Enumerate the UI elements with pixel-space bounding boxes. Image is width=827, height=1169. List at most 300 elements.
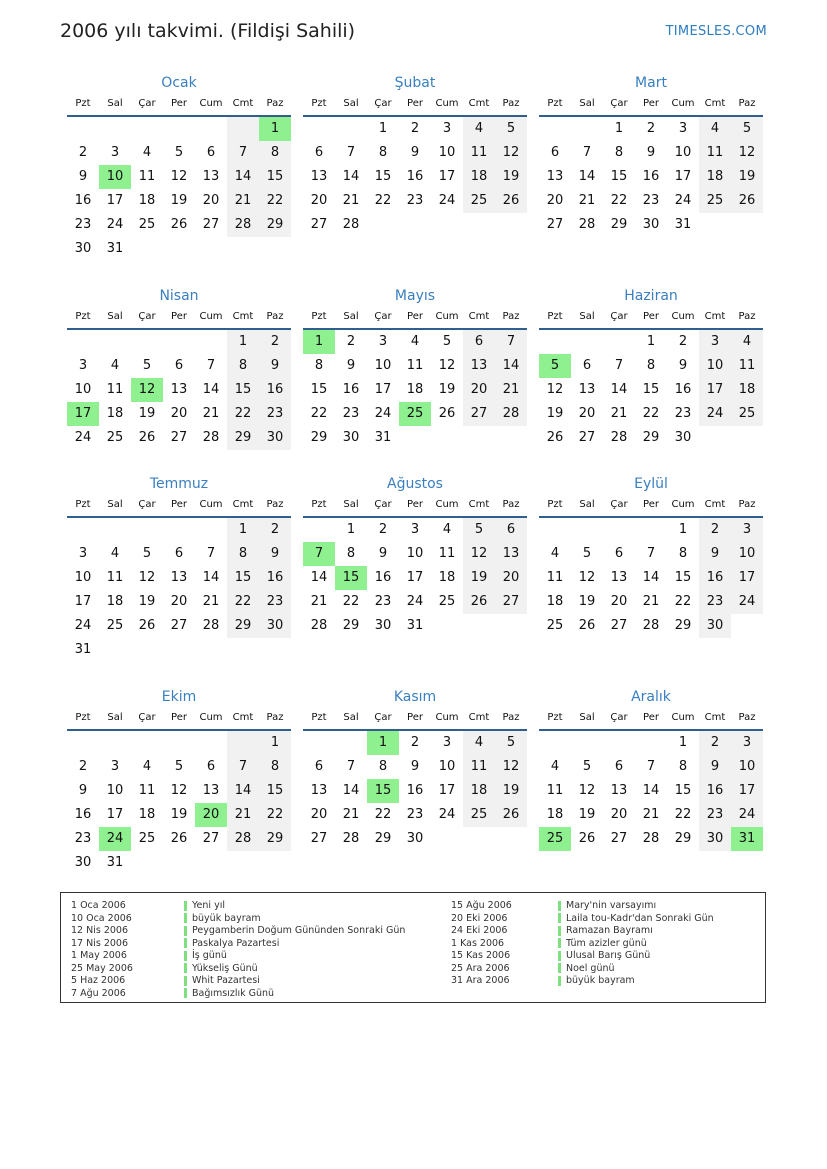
day-cell[interactable]: 22 [374, 193, 392, 208]
day-cell[interactable]: 24 [674, 193, 692, 208]
day-cell[interactable]: 20 [610, 807, 628, 822]
day-cell[interactable]: 4 [731, 330, 763, 354]
day-cell[interactable]: 25 [138, 831, 156, 846]
day-cell[interactable]: 27 [495, 590, 527, 614]
day-cell[interactable]: 24 [106, 217, 124, 232]
day-cell[interactable]: 2 [259, 518, 291, 542]
day-cell[interactable]: 12 [731, 141, 763, 165]
day-cell[interactable]: 23 [74, 831, 92, 846]
day-cell[interactable]: 18 [138, 807, 156, 822]
day-cell[interactable]: 5 [142, 358, 152, 373]
day-cell[interactable]: 20 [310, 193, 328, 208]
day-cell[interactable]: 19 [170, 807, 188, 822]
day-cell[interactable]: 15 [259, 165, 291, 189]
day-cell[interactable]: 19 [578, 807, 596, 822]
day-cell[interactable]: 8 [614, 145, 624, 160]
day-cell[interactable]: 13 [463, 354, 495, 378]
day-cell[interactable]: 9 [378, 546, 388, 561]
day-cell[interactable]: 20 [578, 406, 596, 421]
day-cell[interactable]: 10 [99, 165, 131, 189]
day-cell[interactable]: 4 [699, 117, 731, 141]
day-cell[interactable]: 30 [374, 618, 392, 633]
day-cell[interactable]: 22 [642, 406, 660, 421]
day-cell[interactable]: 7 [346, 759, 356, 774]
day-cell[interactable]: 26 [495, 803, 527, 827]
day-cell[interactable]: 18 [138, 193, 156, 208]
day-cell[interactable]: 31 [106, 855, 124, 870]
day-cell[interactable]: 2 [346, 334, 356, 349]
day-cell[interactable]: 1 [646, 334, 656, 349]
day-cell[interactable]: 22 [227, 590, 259, 614]
day-cell[interactable]: 23 [674, 406, 692, 421]
day-cell[interactable]: 20 [310, 807, 328, 822]
day-cell[interactable]: 10 [699, 354, 731, 378]
day-cell[interactable]: 17 [67, 402, 99, 426]
day-cell[interactable]: 7 [227, 755, 259, 779]
day-cell[interactable]: 26 [170, 831, 188, 846]
day-cell[interactable]: 3 [442, 735, 452, 750]
day-cell[interactable]: 6 [314, 145, 324, 160]
day-cell[interactable]: 20 [202, 193, 220, 208]
day-cell[interactable]: 10 [74, 570, 92, 585]
day-cell[interactable]: 28 [310, 618, 328, 633]
day-cell[interactable]: 22 [342, 594, 360, 609]
day-cell[interactable]: 27 [310, 217, 328, 232]
day-cell[interactable]: 4 [550, 546, 560, 561]
day-cell[interactable]: 13 [546, 169, 564, 184]
day-cell[interactable]: 4 [142, 759, 152, 774]
day-cell[interactable]: 15 [310, 382, 328, 397]
day-cell[interactable]: 7 [495, 330, 527, 354]
day-cell[interactable]: 3 [731, 518, 763, 542]
day-cell[interactable]: 21 [202, 594, 220, 609]
day-cell[interactable]: 5 [495, 731, 527, 755]
day-cell[interactable]: 27 [170, 618, 188, 633]
day-cell[interactable]: 18 [106, 594, 124, 609]
day-cell[interactable]: 25 [138, 217, 156, 232]
day-cell[interactable]: 31 [74, 642, 92, 657]
day-cell[interactable]: 28 [342, 217, 360, 232]
day-cell[interactable]: 31 [731, 827, 763, 851]
day-cell[interactable]: 13 [610, 570, 628, 585]
day-cell[interactable]: 20 [546, 193, 564, 208]
day-cell[interactable]: 15 [227, 566, 259, 590]
day-cell[interactable]: 10 [438, 145, 456, 160]
day-cell[interactable]: 29 [674, 618, 692, 633]
day-cell[interactable]: 23 [406, 807, 424, 822]
day-cell[interactable]: 22 [374, 807, 392, 822]
day-cell[interactable]: 21 [578, 193, 596, 208]
day-cell[interactable]: 1 [346, 522, 356, 537]
day-cell[interactable]: 25 [438, 594, 456, 609]
day-cell[interactable]: 17 [674, 169, 692, 184]
day-cell[interactable]: 12 [546, 382, 564, 397]
day-cell[interactable]: 14 [202, 570, 220, 585]
day-cell[interactable]: 6 [463, 330, 495, 354]
day-cell[interactable]: 20 [170, 594, 188, 609]
day-cell[interactable]: 5 [174, 759, 184, 774]
day-cell[interactable]: 4 [463, 117, 495, 141]
day-cell[interactable]: 10 [731, 755, 763, 779]
day-cell[interactable]: 23 [374, 594, 392, 609]
day-cell[interactable]: 25 [699, 189, 731, 213]
day-cell[interactable]: 22 [227, 402, 259, 426]
day-cell[interactable]: 19 [438, 382, 456, 397]
day-cell[interactable]: 24 [406, 594, 424, 609]
day-cell[interactable]: 17 [438, 169, 456, 184]
day-cell[interactable]: 25 [546, 618, 564, 633]
day-cell[interactable]: 8 [314, 358, 324, 373]
day-cell[interactable]: 16 [74, 807, 92, 822]
day-cell[interactable]: 7 [206, 358, 216, 373]
day-cell[interactable]: 27 [202, 831, 220, 846]
day-cell[interactable]: 12 [495, 755, 527, 779]
day-cell[interactable]: 7 [646, 759, 656, 774]
day-cell[interactable]: 14 [310, 570, 328, 585]
day-cell[interactable]: 24 [731, 590, 763, 614]
day-cell[interactable]: 23 [259, 402, 291, 426]
day-cell[interactable]: 23 [699, 590, 731, 614]
day-cell[interactable]: 25 [539, 827, 571, 851]
day-cell[interactable]: 1 [678, 522, 688, 537]
day-cell[interactable]: 28 [227, 827, 259, 851]
day-cell[interactable]: 16 [699, 566, 731, 590]
day-cell[interactable]: 12 [438, 358, 456, 373]
day-cell[interactable]: 29 [342, 618, 360, 633]
day-cell[interactable]: 16 [259, 566, 291, 590]
day-cell[interactable]: 9 [646, 145, 656, 160]
day-cell[interactable]: 31 [674, 217, 692, 232]
day-cell[interactable]: 9 [78, 783, 88, 798]
day-cell[interactable]: 11 [106, 570, 124, 585]
day-cell[interactable]: 7 [227, 141, 259, 165]
day-cell[interactable]: 26 [495, 189, 527, 213]
day-cell[interactable]: 18 [406, 382, 424, 397]
day-cell[interactable]: 23 [699, 803, 731, 827]
day-cell[interactable]: 10 [438, 759, 456, 774]
day-cell[interactable]: 16 [699, 779, 731, 803]
day-cell[interactable]: 27 [463, 402, 495, 426]
day-cell[interactable]: 10 [731, 542, 763, 566]
day-cell[interactable]: 4 [110, 546, 120, 561]
day-cell[interactable]: 24 [74, 618, 92, 633]
day-cell[interactable]: 3 [378, 334, 388, 349]
day-cell[interactable]: 18 [731, 378, 763, 402]
day-cell[interactable]: 4 [463, 731, 495, 755]
day-cell[interactable]: 8 [259, 141, 291, 165]
day-cell[interactable]: 26 [731, 189, 763, 213]
day-cell[interactable]: 25 [106, 430, 124, 445]
day-cell[interactable]: 8 [259, 755, 291, 779]
day-cell[interactable]: 9 [678, 358, 688, 373]
day-cell[interactable]: 6 [206, 759, 216, 774]
day-cell[interactable]: 14 [642, 570, 660, 585]
day-cell[interactable]: 20 [610, 594, 628, 609]
day-cell[interactable]: 17 [74, 594, 92, 609]
day-cell[interactable]: 15 [335, 566, 367, 590]
day-cell[interactable]: 5 [442, 334, 452, 349]
day-cell[interactable]: 28 [202, 430, 220, 445]
day-cell[interactable]: 5 [495, 117, 527, 141]
day-cell[interactable]: 17 [731, 779, 763, 803]
day-cell[interactable]: 18 [438, 570, 456, 585]
day-cell[interactable]: 24 [374, 406, 392, 421]
day-cell[interactable]: 21 [227, 803, 259, 827]
day-cell[interactable]: 2 [646, 121, 656, 136]
day-cell[interactable]: 26 [546, 430, 564, 445]
day-cell[interactable]: 11 [438, 546, 456, 561]
day-cell[interactable]: 26 [438, 406, 456, 421]
day-cell[interactable]: 18 [546, 807, 564, 822]
day-cell[interactable]: 17 [106, 807, 124, 822]
day-cell[interactable]: 19 [731, 165, 763, 189]
day-cell[interactable]: 13 [610, 783, 628, 798]
day-cell[interactable]: 30 [406, 831, 424, 846]
day-cell[interactable]: 2 [699, 518, 731, 542]
day-cell[interactable]: 16 [406, 783, 424, 798]
day-cell[interactable]: 22 [610, 193, 628, 208]
day-cell[interactable]: 2 [378, 522, 388, 537]
day-cell[interactable]: 8 [646, 358, 656, 373]
day-cell[interactable]: 28 [202, 618, 220, 633]
day-cell[interactable]: 22 [674, 807, 692, 822]
day-cell[interactable]: 30 [74, 855, 92, 870]
day-cell[interactable]: 21 [310, 594, 328, 609]
day-cell[interactable]: 29 [642, 430, 660, 445]
day-cell[interactable]: 8 [227, 542, 259, 566]
day-cell[interactable]: 25 [399, 402, 431, 426]
day-cell[interactable]: 25 [106, 618, 124, 633]
day-cell[interactable]: 29 [259, 213, 291, 237]
day-cell[interactable]: 8 [378, 145, 388, 160]
day-cell[interactable]: 13 [202, 169, 220, 184]
day-cell[interactable]: 16 [674, 382, 692, 397]
day-cell[interactable]: 2 [78, 145, 88, 160]
site-link[interactable]: TIMESLES.COM [665, 24, 767, 39]
day-cell[interactable]: 22 [259, 803, 291, 827]
day-cell[interactable]: 5 [174, 145, 184, 160]
day-cell[interactable]: 21 [642, 594, 660, 609]
day-cell[interactable]: 17 [374, 382, 392, 397]
day-cell[interactable]: 22 [259, 189, 291, 213]
day-cell[interactable]: 24 [731, 803, 763, 827]
day-cell[interactable]: 9 [699, 542, 731, 566]
day-cell[interactable]: 20 [170, 406, 188, 421]
day-cell[interactable]: 2 [410, 121, 420, 136]
day-cell[interactable]: 16 [259, 378, 291, 402]
day-cell[interactable]: 17 [106, 193, 124, 208]
day-cell[interactable]: 11 [546, 783, 564, 798]
day-cell[interactable]: 8 [678, 759, 688, 774]
day-cell[interactable]: 25 [731, 402, 763, 426]
day-cell[interactable]: 26 [138, 430, 156, 445]
day-cell[interactable]: 26 [578, 618, 596, 633]
day-cell[interactable]: 6 [495, 518, 527, 542]
day-cell[interactable]: 18 [106, 406, 124, 421]
day-cell[interactable]: 6 [582, 358, 592, 373]
day-cell[interactable]: 20 [495, 566, 527, 590]
day-cell[interactable]: 12 [463, 542, 495, 566]
day-cell[interactable]: 29 [310, 430, 328, 445]
day-cell[interactable]: 17 [406, 570, 424, 585]
day-cell[interactable]: 27 [610, 618, 628, 633]
day-cell[interactable]: 4 [442, 522, 452, 537]
day-cell[interactable]: 17 [699, 378, 731, 402]
day-cell[interactable]: 20 [463, 378, 495, 402]
day-cell[interactable]: 11 [463, 141, 495, 165]
day-cell[interactable]: 6 [614, 546, 624, 561]
day-cell[interactable]: 29 [374, 831, 392, 846]
day-cell[interactable]: 15 [259, 779, 291, 803]
day-cell[interactable]: 12 [578, 570, 596, 585]
day-cell[interactable]: 2 [699, 731, 731, 755]
day-cell[interactable]: 5 [582, 546, 592, 561]
day-cell[interactable]: 3 [78, 358, 88, 373]
day-cell[interactable]: 14 [227, 165, 259, 189]
day-cell[interactable]: 31 [106, 241, 124, 256]
day-cell[interactable]: 9 [259, 542, 291, 566]
day-cell[interactable]: 11 [406, 358, 424, 373]
day-cell[interactable]: 19 [495, 165, 527, 189]
day-cell[interactable]: 17 [731, 566, 763, 590]
day-cell[interactable]: 3 [410, 522, 420, 537]
day-cell[interactable]: 1 [378, 121, 388, 136]
day-cell[interactable]: 13 [495, 542, 527, 566]
day-cell[interactable]: 12 [170, 169, 188, 184]
day-cell[interactable]: 6 [314, 759, 324, 774]
day-cell[interactable]: 30 [342, 430, 360, 445]
day-cell[interactable]: 11 [138, 783, 156, 798]
day-cell[interactable]: 15 [642, 382, 660, 397]
day-cell[interactable]: 14 [610, 382, 628, 397]
day-cell[interactable]: 15 [374, 169, 392, 184]
day-cell[interactable]: 28 [495, 402, 527, 426]
day-cell[interactable]: 15 [367, 779, 399, 803]
day-cell[interactable]: 6 [174, 358, 184, 373]
day-cell[interactable]: 7 [206, 546, 216, 561]
day-cell[interactable]: 14 [495, 354, 527, 378]
day-cell[interactable]: 12 [138, 570, 156, 585]
day-cell[interactable]: 15 [227, 378, 259, 402]
day-cell[interactable]: 23 [259, 590, 291, 614]
day-cell[interactable]: 21 [610, 406, 628, 421]
day-cell[interactable]: 9 [78, 169, 88, 184]
day-cell[interactable]: 4 [110, 358, 120, 373]
day-cell[interactable]: 20 [195, 803, 227, 827]
day-cell[interactable]: 4 [550, 759, 560, 774]
day-cell[interactable]: 1 [614, 121, 624, 136]
day-cell[interactable]: 12 [170, 783, 188, 798]
day-cell[interactable]: 14 [227, 779, 259, 803]
day-cell[interactable]: 30 [259, 614, 291, 638]
day-cell[interactable]: 26 [463, 590, 495, 614]
day-cell[interactable]: 23 [642, 193, 660, 208]
day-cell[interactable]: 21 [227, 189, 259, 213]
day-cell[interactable]: 23 [406, 193, 424, 208]
day-cell[interactable]: 16 [374, 570, 392, 585]
day-cell[interactable]: 6 [550, 145, 560, 160]
day-cell[interactable]: 13 [578, 382, 596, 397]
day-cell[interactable]: 14 [202, 382, 220, 397]
day-cell[interactable]: 23 [342, 406, 360, 421]
day-cell[interactable]: 8 [378, 759, 388, 774]
day-cell[interactable]: 11 [138, 169, 156, 184]
day-cell[interactable]: 6 [206, 145, 216, 160]
day-cell[interactable]: 25 [463, 803, 495, 827]
day-cell[interactable]: 6 [614, 759, 624, 774]
day-cell[interactable]: 13 [310, 783, 328, 798]
day-cell[interactable]: 19 [578, 594, 596, 609]
day-cell[interactable]: 3 [699, 330, 731, 354]
day-cell[interactable]: 27 [202, 217, 220, 232]
day-cell[interactable]: 4 [142, 145, 152, 160]
day-cell[interactable]: 26 [138, 618, 156, 633]
day-cell[interactable]: 2 [678, 334, 688, 349]
day-cell[interactable]: 9 [410, 759, 420, 774]
day-cell[interactable]: 1 [367, 731, 399, 755]
day-cell[interactable]: 3 [442, 121, 452, 136]
day-cell[interactable]: 28 [342, 831, 360, 846]
day-cell[interactable]: 30 [259, 426, 291, 450]
day-cell[interactable]: 29 [227, 614, 259, 638]
day-cell[interactable]: 5 [463, 518, 495, 542]
day-cell[interactable]: 19 [495, 779, 527, 803]
day-cell[interactable]: 26 [170, 217, 188, 232]
day-cell[interactable]: 8 [346, 546, 356, 561]
day-cell[interactable]: 14 [578, 169, 596, 184]
day-cell[interactable]: 30 [74, 241, 92, 256]
day-cell[interactable]: 27 [578, 430, 596, 445]
day-cell[interactable]: 9 [410, 145, 420, 160]
day-cell[interactable]: 30 [642, 217, 660, 232]
day-cell[interactable]: 17 [438, 783, 456, 798]
day-cell[interactable]: 1 [227, 330, 259, 354]
day-cell[interactable]: 9 [699, 755, 731, 779]
day-cell[interactable]: 4 [410, 334, 420, 349]
day-cell[interactable]: 7 [346, 145, 356, 160]
day-cell[interactable]: 21 [342, 193, 360, 208]
day-cell[interactable]: 18 [546, 594, 564, 609]
day-cell[interactable]: 16 [642, 169, 660, 184]
day-cell[interactable]: 14 [642, 783, 660, 798]
day-cell[interactable]: 2 [259, 330, 291, 354]
day-cell[interactable]: 7 [303, 542, 335, 566]
day-cell[interactable]: 1 [259, 731, 291, 755]
day-cell[interactable]: 29 [227, 426, 259, 450]
day-cell[interactable]: 26 [578, 831, 596, 846]
day-cell[interactable]: 13 [170, 382, 188, 397]
day-cell[interactable]: 24 [438, 193, 456, 208]
day-cell[interactable]: 11 [106, 382, 124, 397]
day-cell[interactable]: 27 [610, 831, 628, 846]
day-cell[interactable]: 12 [131, 378, 163, 402]
day-cell[interactable]: 21 [342, 807, 360, 822]
day-cell[interactable]: 29 [610, 217, 628, 232]
day-cell[interactable]: 6 [174, 546, 184, 561]
day-cell[interactable]: 12 [578, 783, 596, 798]
day-cell[interactable]: 3 [731, 731, 763, 755]
day-cell[interactable]: 13 [202, 783, 220, 798]
day-cell[interactable]: 30 [699, 827, 731, 851]
day-cell[interactable]: 3 [678, 121, 688, 136]
day-cell[interactable]: 1 [303, 330, 335, 354]
day-cell[interactable]: 1 [259, 117, 291, 141]
day-cell[interactable]: 3 [110, 145, 120, 160]
day-cell[interactable]: 11 [463, 755, 495, 779]
day-cell[interactable]: 23 [74, 217, 92, 232]
day-cell[interactable]: 11 [699, 141, 731, 165]
day-cell[interactable]: 27 [310, 831, 328, 846]
